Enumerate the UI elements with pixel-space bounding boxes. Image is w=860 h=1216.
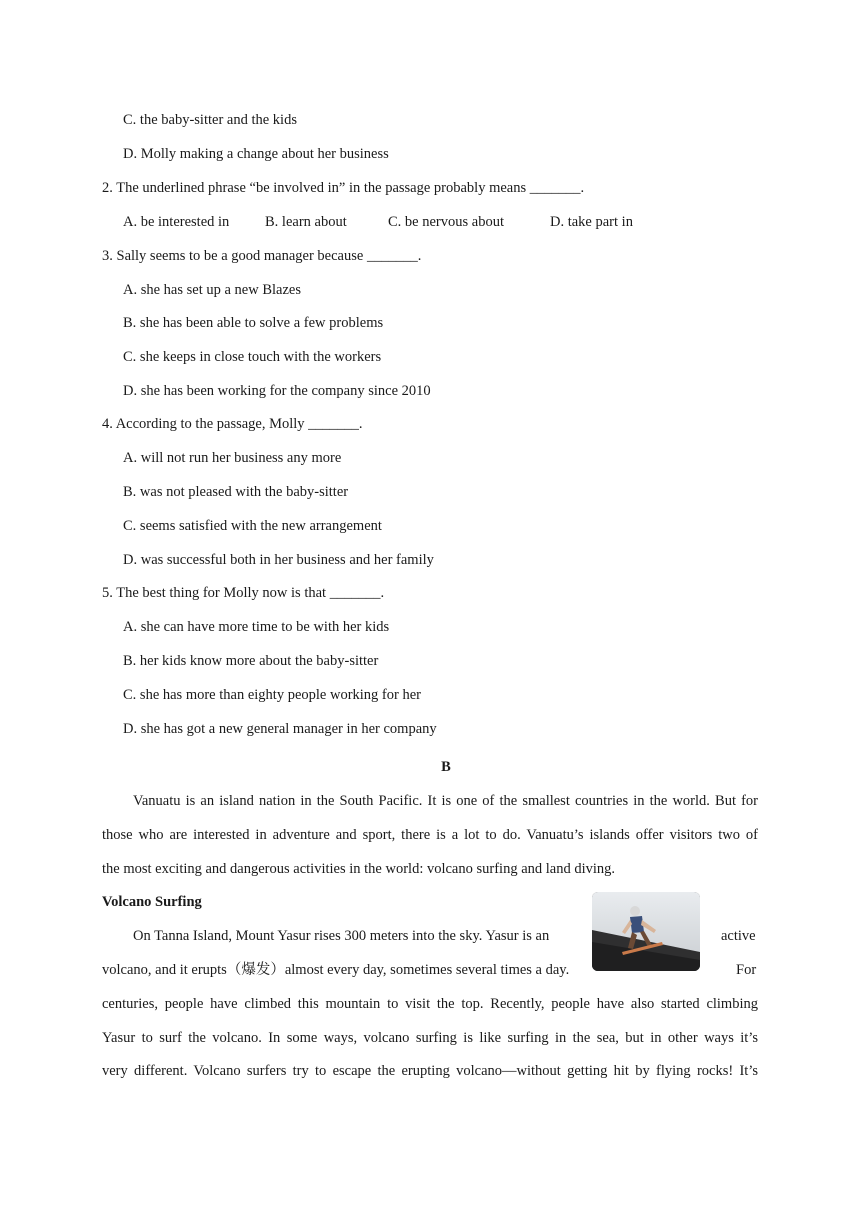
q3-option-a: A. she has set up a new Blazes (123, 282, 301, 298)
para-line-2: volcano, and it erupts（爆发）almost every day, sometimes several times a day. (102, 962, 570, 978)
q5-stem: 5. The best thing for Molly now is that _______. (102, 585, 385, 601)
q4-option-c: C. seems satisfied with the new arrangement (123, 518, 382, 534)
q5-option-b: B. her kids know more about the baby-sitter (123, 653, 379, 669)
q3-option-c: C. she keeps in close touch with the workers (123, 349, 382, 365)
q1-option-c: C. the baby-sitter and the kids (123, 112, 297, 128)
q1-option-d: D. Molly making a change about her business (123, 146, 389, 162)
q2-option-a: A. be interested in (123, 214, 230, 230)
intro-line-2: those who are interested in adventure and sport, there is a lot to do. Vanuatu’s islands offer visitors two of (102, 827, 758, 843)
q2-option-c: C. be nervous about (388, 214, 504, 230)
q4-option-d: D. was successful both in her business and her family (123, 552, 434, 568)
volcano-surfing-heading: Volcano Surfing (102, 894, 202, 910)
intro-line-3: the most exciting and dangerous activities in the world: volcano surfing and land diving. (102, 861, 616, 877)
q5-option-a: A. she can have more time to be with her kids (123, 619, 390, 635)
volcano-surfer-photo (592, 892, 700, 971)
para-line-2-end: For (736, 962, 757, 978)
q3-option-d: D. she has been working for the company since 2010 (123, 383, 431, 399)
para-line-1: On Tanna Island, Mount Yasur rises 300 meters into the sky. Yasur is an (133, 928, 550, 944)
q4-option-b: B. was not pleased with the baby-sitter (123, 484, 349, 500)
q2-stem: 2. The underlined phrase “be involved in” in the passage probably means _______. (102, 180, 585, 196)
q2-option-b: B. learn about (265, 214, 347, 230)
q4-stem: 4. According to the passage, Molly _______. (102, 416, 363, 432)
para-line-4: Yasur to surf the volcano. In some ways, volcano surfing is like surfing in the sea, but in other ways it’s (102, 1030, 758, 1046)
intro-line-1: Vanuatu is an island nation in the South Pacific. It is one of the smallest countries in the world. But for (133, 793, 758, 809)
para-line-5: very different. Volcano surfers try to escape the erupting volcano—without getting hit by flying rocks! It’s (102, 1063, 758, 1079)
q3-stem: 3. Sally seems to be a good manager because _______. (102, 248, 422, 264)
q5-option-c: C. she has more than eighty people working for her (123, 687, 421, 703)
q2-option-d: D. take part in (550, 214, 633, 230)
section-b-heading: B (441, 759, 451, 775)
q5-option-d: D. she has got a new general manager in her company (123, 721, 437, 737)
para-line-1-end: active (721, 928, 756, 944)
q3-option-b: B. she has been able to solve a few problems (123, 315, 384, 331)
para-line-3: centuries, people have climbed this mountain to visit the top. Recently, people have also started climbing (102, 996, 758, 1012)
q4-option-a: A. will not run her business any more (123, 450, 342, 466)
